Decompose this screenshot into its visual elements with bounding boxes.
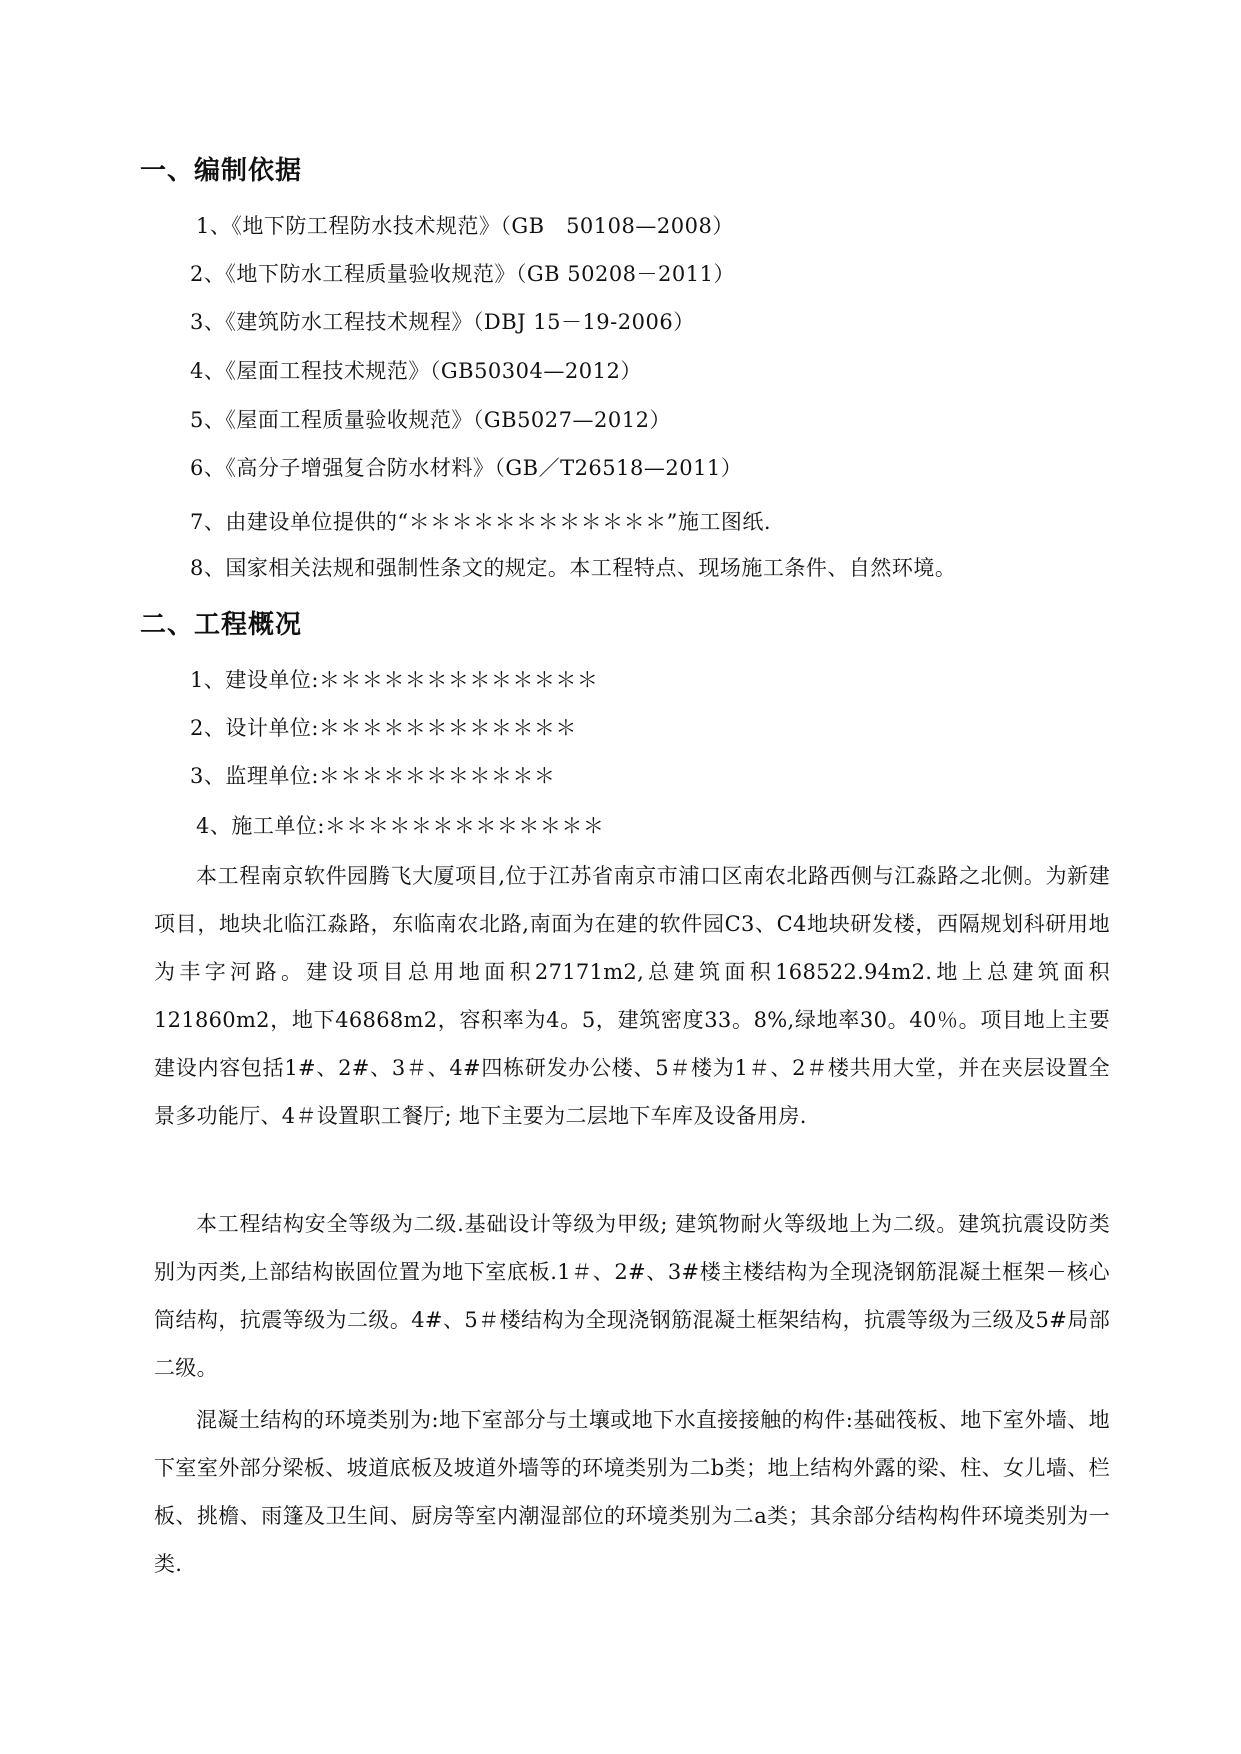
overview-item-designer: 2、设计单位:＊＊＊＊＊＊＊＊＊＊＊＊ [190, 716, 577, 740]
overview-paragraph-environment: 混凝土结构的环境类别为:地下室部分与土壤或地下水直接接触的构件:基础筏板、地下室外墙、地下室室外部分梁板、坡道底板及坡道外墙等的环境类别为二b类；地上结构外露的梁、柱、女儿墙、栏板、挑檐、雨篷及卫生间、厨房等室内潮湿部位的环境类别为二a类；其余部分结构构件环境类别为一类. [154, 1408, 1110, 1576]
overview-item-supervisor: 3、监理单位:＊＊＊＊＊＊＊＊＊＊＊ [190, 764, 556, 788]
basis-item-2: 2、《地下防水工程质量验收规范》（GB 50208－2011） [190, 262, 735, 286]
basis-item-6: 6、《高分子增强复合防水材料》（GB／T26518—2011） [190, 456, 743, 480]
basis-item-4: 4、《屋面工程技术规范》（GB50304—2012） [190, 359, 642, 383]
section-heading-basis: 一、编制依据 [140, 156, 303, 186]
basis-item-8: 8、国家相关法规和强制性条文的规定。本工程特点、现场施工条件、自然环境。 [190, 556, 957, 580]
section-heading-overview: 二、工程概况 [140, 610, 303, 640]
overview-item-owner: 1、建设单位:＊＊＊＊＊＊＊＊＊＊＊＊＊ [190, 668, 599, 692]
overview-paragraph-project: 本工程南京软件园腾飞大厦项目,位于江苏省南京市浦口区南农北路西侧与江淼路之北侧。为新建项目，地块北临江淼路，东临南农北路,南面为在建的软件园C3、C4地块研发楼，西隔规划科研用地为丰字河路。建设项目总用地面积27171m2,总建筑面积168522.94m2.地上总建筑面积121860m2，地下46868m2，容积率为4。5，建筑密度33。8%,绿地率30。40％。项目地上主要建设内容包括1#、2#、3＃、4#四栋研发办公楼、5＃楼为1＃、2＃楼共用大堂，并在夹层设置全景多功能厅、4＃设置职工餐厅; 地下主要为二层地下车库及设备用房. [154, 864, 1110, 1128]
basis-item-7: 7、由建设单位提供的“＊＊＊＊＊＊＊＊＊＊＊＊”施工图纸. [190, 510, 772, 534]
basis-item-1: 1、《地下防工程防水技术规范》（GB 50108—2008） [196, 214, 734, 238]
overview-item-contractor: 4、施工单位:＊＊＊＊＊＊＊＊＊＊＊＊＊ [196, 814, 605, 838]
basis-item-3: 3、《建筑防水工程技术规程》（DBJ 15－19-2006） [190, 310, 695, 334]
overview-paragraph-structure: 本工程结构安全等级为二级.基础设计等级为甲级; 建筑物耐火等级地上为二级。建筑抗震设防类别为丙类,上部结构嵌固位置为地下室底板.1＃、2#、3#楼主楼结构为全现浇钢筋混凝土框架－核心筒结构，抗震等级为二级。4#、5＃楼结构为全现浇钢筋混凝土框架结构，抗震等级为三级及5#局部二级。 [154, 1212, 1110, 1380]
basis-item-5: 5、《屋面工程质量验收规范》（GB5027—2012） [190, 408, 671, 432]
